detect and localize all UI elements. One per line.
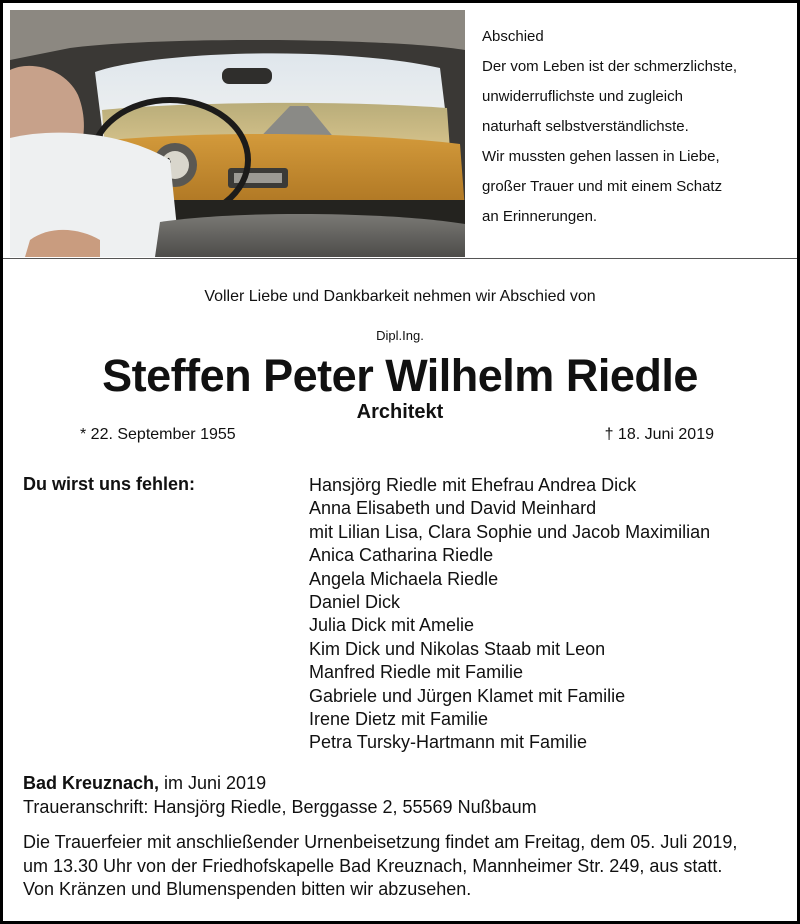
- place-date-line: [23, 773, 266, 794]
- intro-text: Voller Liebe und Dankbarkeit nehmen wir Abschied von: [204, 288, 596, 305]
- profession: Architekt: [356, 401, 444, 423]
- ceremony-line: Die Trauerfeier mit anschließender Urnenbeisetzung findet am Freitag, dem 05. Juli 2019,: [23, 832, 738, 852]
- vintage-car-interior-photo-icon: [10, 10, 465, 257]
- list-item: Irene Dietz mit Familie: [309, 709, 489, 730]
- list-item: Manfred Riedle mit Familie: [309, 662, 524, 683]
- poem-line: naturhaft selbstverständlichste.: [482, 118, 689, 135]
- poem-line: Der vom Leben ist der schmerzlichste,: [482, 58, 738, 75]
- ceremony-line: Von Kränzen und Blumenspenden bitten wir abzusehen.: [23, 879, 472, 899]
- mourners-list: [309, 474, 710, 755]
- place-name: Bad Kreuznach,: [23, 773, 160, 793]
- poem-line: Wir mussten gehen lassen in Liebe,: [482, 148, 720, 165]
- ceremony-line: um 13.30 Uhr von der Friedhofskapelle Bad Kreuznach, Mannheimer Str. 249, aus statt.: [23, 855, 723, 876]
- photo-separator: [3, 258, 797, 259]
- death-date: † 18. Juni 2019: [604, 426, 714, 443]
- ceremony-info: [23, 831, 783, 902]
- poem-line: unwiderruflichste und zugleich: [482, 88, 683, 105]
- list-item: Angela Michaela Riedle: [309, 568, 499, 589]
- list-item: Gabriele und Jürgen Klamet mit Familie: [309, 685, 626, 706]
- list-item: Daniel Dick: [309, 592, 401, 613]
- mourning-address: Traueranschrift: Hansjörg Riedle, Berggasse 2, 55569 Nußbaum: [23, 797, 537, 817]
- birth-date: * 22. September 1955: [80, 426, 236, 443]
- list-item: Anna Elisabeth und David Meinhard: [309, 498, 597, 519]
- poem-line: großer Trauer und mit einem Schatz: [482, 178, 723, 195]
- car-interior-photo: [10, 10, 465, 257]
- notice-date: im Juni 2019: [159, 773, 267, 793]
- list-item: Hansjörg Riedle mit Ehefrau Andrea Dick: [309, 475, 637, 495]
- poem-title: Abschied: [482, 28, 544, 45]
- honorific-title: Dipl.Ing.: [376, 328, 424, 343]
- poem: [482, 22, 782, 232]
- list-item: Kim Dick und Nikolas Staab mit Leon: [309, 638, 606, 659]
- mourners-heading: Du wirst uns fehlen:: [23, 474, 196, 494]
- poem-line: an Erinnerungen.: [482, 208, 598, 225]
- list-item: Anica Catharina Riedle: [309, 545, 494, 566]
- deceased-name: Steffen Peter Wilhelm Riedle: [102, 350, 698, 401]
- list-item: Petra Tursky-Hartmann mit Familie: [309, 732, 588, 753]
- list-item: mit Lilian Lisa, Clara Sophie und Jacob Maximilian: [309, 521, 711, 542]
- list-item: Julia Dick mit Amelie: [309, 615, 475, 636]
